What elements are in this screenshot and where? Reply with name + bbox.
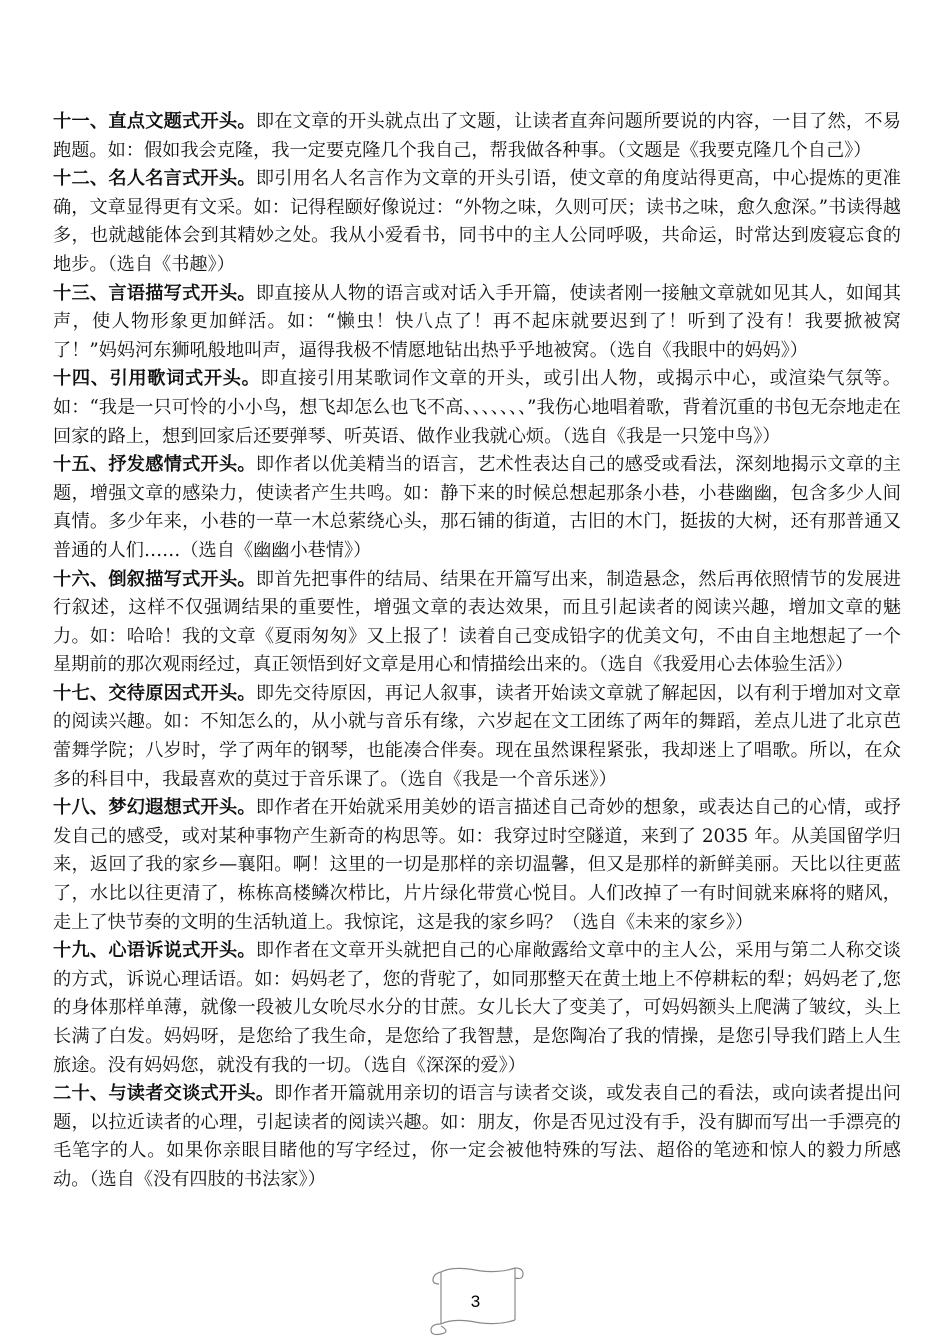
paragraph-16 — [53, 566, 901, 680]
paragraph-heading: 十一、直点文题式开头。 — [53, 111, 256, 132]
paragraph-13 — [53, 280, 901, 366]
paragraph-heading: 十八、梦幻遐想式开头。 — [53, 797, 256, 819]
paragraph-text: 即作者在文章开头就把自己的心扉敞露给文章中的主人公，采用与第二人称交谈的方式，诉说心理话语。如：妈妈老了，您的背驼了，如同那整天在黄土地上不停耕耘的犁；妈妈老了,您的身体那样单薄，就像一段被儿女吮尽水分的甘蔗。女儿长大了变美了，可妈妈额头上爬满了皱纹，头上长满了白发。妈妈呀，是您给了我生命，是您给了我智慧，是您陶冶了我的情操，是您引导我们踏上人生旅途。没有妈妈您，就没有我的一切。（选自《深深的爱》） — [53, 940, 901, 1076]
paragraph-19 — [53, 937, 901, 1080]
paragraph-heading: 十七、交待原因式开头。 — [53, 682, 256, 704]
paragraph-text: 即作者在开始就采用美妙的语言描述自己奇妙的想象，或表达自己的心情，或抒发自己的感受，或对某种事物产生新奇的构思等。如：我穿过时空隧道，来到了 2035 年。从美国留学归来，返回了我的家乡—襄阳。啊！这里的一切是那样的亲切温馨，但又是那样的新鲜美丽。天比以往更蓝了，水比以往更清了，栋栋高楼鳞次栉比，片片绿化带赏心悦目。人们改掉了一有时间就来麻将的赌风，走上了快节奏的文明的生活轨道上。我惊诧，这是我的家乡吗？（选自《未来的家乡》） — [53, 797, 901, 933]
page-number: 3 — [470, 1292, 481, 1311]
paragraph-text: 即在文章的开头就点出了文题，让读者直奔问题所要说的内容，一目了然，不易跑题。如：假如我会克隆，我一定要克隆几个我自己，帮我做各种事。（文题是《我要克隆几个自己》） — [53, 111, 901, 161]
paragraph-heading: 十九、心语诉说式开头。 — [53, 940, 256, 962]
paragraph-heading: 十三、言语描写式开头。 — [53, 282, 256, 304]
paragraph-heading: 二十、与读者交谈式开头。 — [53, 1083, 275, 1105]
paragraph-text: 即引用名人名言作为文章的开头引语，使文章的角度站得更高，中心提炼的更准确，文章显得更有文采。如：记得程颐好像说过：“外物之味，久则可厌；读书之味，愈久愈深。”书读得越多，也就越能体会到其精妙之处。我从小爱看书，同书中的主人公同呼吸，共命运，时常达到废寝忘食的地步。（选自《书趣》） — [53, 168, 901, 275]
paragraph-heading: 十六、倒叙描写式开头。 — [53, 568, 256, 590]
paragraph-heading: 十二、名人名言式开头。 — [53, 168, 256, 190]
paragraph-text: 即直接引用某歌词作文章的开头，或引出人物，或揭示中心，或渲染气氛等。如：“我是一只可怜的小小鸟，想飞却怎么也飞不高、、、、、、、”我伤心地唱着歌，背着沉重的书包无奈地走在回家的路上，想到回家后还要弹琴、听英语、做作业我就心烦。（选自《我是一只笼中鸟》） — [53, 368, 901, 447]
paragraph-text: 即先交待原因，再记人叙事，读者开始读文章就了解起因，以有利于增加对文章的阅读兴趣。如：不知怎么的，从小就与音乐有缘，六岁起在文工团练了两年的舞蹈，差点儿进了北京芭蕾舞学院；八岁时，学了两年的钢琴，也能凑合伴奏。现在虽然课程紧张，我却迷上了唱歌。所以，在众多的科目中，我最喜欢的莫过于音乐课了。（选自《我是一个音乐迷》） — [53, 682, 901, 790]
paragraph-18 — [53, 794, 901, 937]
paragraph-text: 即作者开篇就用亲切的语言与读者交谈，或发表自己的看法，或向读者提出问题，以拉近读者的心理，引起读者的阅读兴趣。如：朋友，你是否见过没有手，没有脚而写出一手漂亮的毛笔字的人。如果你亲眼目睹他的写字经过，你一定会被他特殊的写法、超俗的笔迹和惊人的毅力所感动。（选自《没有四肢的书法家》） — [53, 1083, 901, 1190]
paragraph-17 — [53, 680, 901, 794]
paragraph-14 — [53, 365, 901, 451]
paragraph-text: 即首先把事件的结局、结果在开篇写出来，制造悬念，然后再依照情节的发展进行叙述，这样不仅强调结果的重要性，增强文章的表达效果，而且引起读者的阅读兴趣，增加文章的魅力。如：哈哈！我的文章《夏雨匆匆》又上报了！读着自己变成铅字的优美文句，不由自主地想起了一个星期前的那次观雨经过，真正领悟到好文章是用心和情描绘出来的。（选自《我爱用心去体验生活》） — [53, 568, 901, 676]
paragraph-15 — [53, 451, 901, 565]
paragraph-20 — [53, 1080, 901, 1194]
document-body — [53, 108, 901, 1195]
paragraph-heading: 十五、抒发感情式开头。 — [53, 454, 256, 476]
paragraph-11 — [53, 108, 901, 165]
paragraph-text: 即作者以优美精当的语言，艺术性表达自己的感受或看法，深刻地揭示文章的主题，增强文章的感染力，使读者产生共鸣。如：静下来的时候总想起那条小巷，小巷幽幽，包含多少人间真情。多少年来，小巷的一草一木总萦绕心头，那石铺的街道，古旧的木门，挺拔的大树，还有那普通又普通的人们……（选自《幽幽小巷情》） — [53, 454, 901, 561]
paragraph-text: 即直接从人物的语言或对话入手开篇，使读者刚一接触文章就如见其人，如闻其声，使人物形象更加鲜活。如：“懒虫！快八点了！再不起床就要迟到了！听到了没有！我要掀被窝了！”妈妈河东狮吼般地叫声，逼得我极不情愿地钻出热乎乎地被窝。（选自《我眼中的妈妈》） — [53, 282, 901, 361]
page-footer — [423, 1262, 528, 1340]
paragraph-12 — [53, 165, 901, 279]
paragraph-heading: 十四、引用歌词式开头。 — [53, 368, 261, 390]
